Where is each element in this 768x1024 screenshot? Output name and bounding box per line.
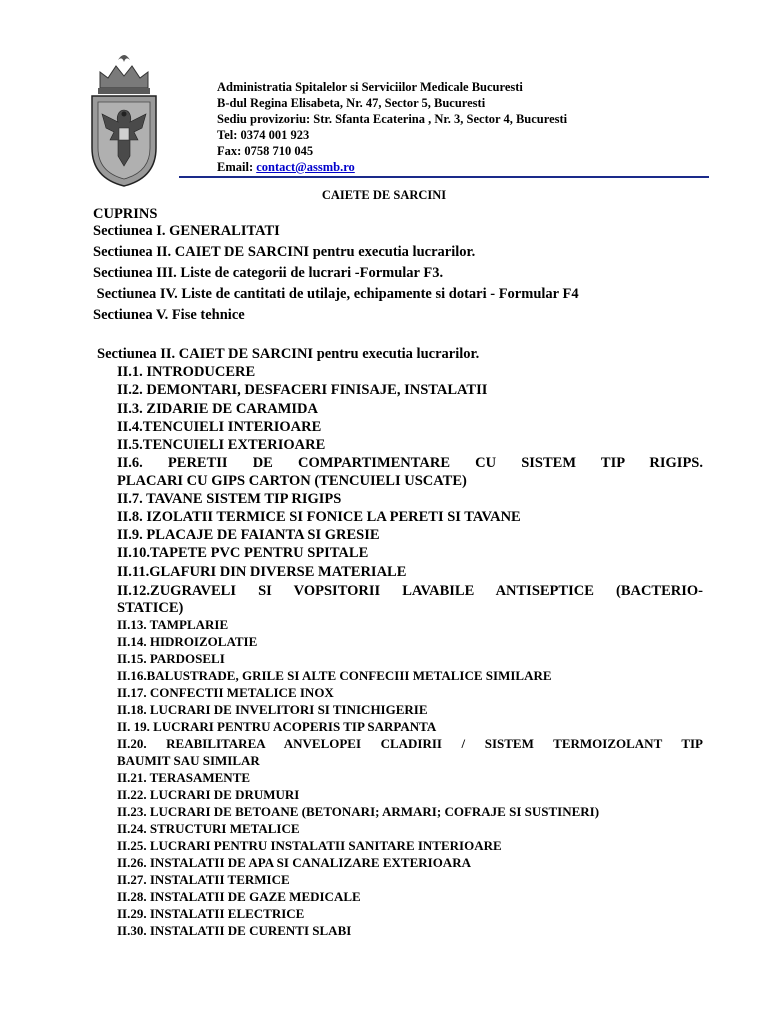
list-item: II.27. INSTALATII TERMICE bbox=[117, 872, 290, 887]
list-item: II.16.BALUSTRADE, GRILE SI ALTE CONFECIII METALICE SIMILARE bbox=[117, 668, 552, 683]
list-item: II.10.TAPETE PVC PENTRU SPITALE bbox=[117, 545, 369, 561]
list-item: II.8. IZOLATII TERMICE SI FONICE LA PERETI SI TAVANE bbox=[117, 509, 521, 525]
list-item: II.4.TENCUIELI INTERIOARE bbox=[117, 419, 322, 435]
document-title: CAIETE DE SARCINI bbox=[321, 188, 447, 202]
header-divider bbox=[179, 176, 709, 178]
temporary-office: Sediu provizoriu: Str. Sfanta Ecaterina , Nr. 3, Sector 4, Bucuresti bbox=[217, 112, 568, 126]
list-item: II.20. REABILITAREA ANVELOPEI CLADIRII / SISTEM TERMOIZOLANT TIP bbox=[117, 736, 703, 751]
email-link[interactable]: contact@assmb.ro bbox=[256, 160, 355, 174]
list-item: II.13. TAMPLARIE bbox=[117, 617, 229, 632]
list-item: II.11.GLAFURI DIN DIVERSE MATERIALE bbox=[117, 564, 407, 580]
list-item: II.30. INSTALATII DE CURENTI SLABI bbox=[117, 923, 352, 938]
list-item: II.26. INSTALATII DE APA SI CANALIZARE EXTERIOARA bbox=[117, 855, 471, 870]
institution-address: B-dul Regina Elisabeta, Nr. 47, Sector 5, Bucuresti bbox=[217, 96, 486, 110]
list-item: II.29. INSTALATII ELECTRICE bbox=[117, 906, 305, 921]
list-item: II.17. CONFECTII METALICE INOX bbox=[117, 685, 334, 700]
list-item: II.28. INSTALATII DE GAZE MEDICALE bbox=[117, 889, 361, 904]
telephone: Tel: 0374 001 923 bbox=[217, 128, 310, 142]
toc-section: Sectiunea III. Liste de categorii de lucrari -Formular F3. bbox=[93, 265, 444, 281]
toc-section: Sectiunea I. GENERALITATI bbox=[93, 223, 280, 239]
bucharest-coat-of-arms-logo bbox=[88, 48, 160, 188]
list-item: II.25. LUCRARI PENTRU INSTALATII SANITARE INTERIOARE bbox=[117, 838, 502, 853]
list-item-continuation: PLACARI CU GIPS CARTON (TENCUIELI USCATE) bbox=[117, 473, 467, 489]
list-item: II.22. LUCRARI DE DRUMURI bbox=[117, 787, 300, 802]
list-item: II.3. ZIDARIE DE CARAMIDA bbox=[117, 401, 319, 417]
toc-heading: CUPRINS bbox=[93, 206, 158, 222]
list-item: II.21. TERASAMENTE bbox=[117, 770, 251, 785]
list-item: II.12.ZUGRAVELI SI VOPSITORII LAVABILE ANTISEPTICE (BACTERIO- bbox=[117, 583, 703, 599]
list-item: II.9. PLACAJE DE FAIANTA SI GRESIE bbox=[117, 527, 380, 543]
list-item: II.5.TENCUIELI EXTERIOARE bbox=[117, 437, 326, 453]
fax: Fax: 0758 710 045 bbox=[217, 144, 314, 158]
toc-section: Sectiunea IV. Liste de cantitati de utilaje, echipamente si dotari - Formular F4 bbox=[93, 286, 579, 302]
list-item-continuation: STATICE) bbox=[117, 600, 184, 616]
list-item: II.24. STRUCTURI METALICE bbox=[117, 821, 300, 836]
email-label: Email: bbox=[217, 160, 257, 174]
list-item: II. 19. LUCRARI PENTRU ACOPERIS TIP SARPANTA bbox=[117, 719, 437, 734]
list-item: II.6. PERETII DE COMPARTIMENTARE CU SISTEM TIP RIGIPS. bbox=[117, 455, 703, 471]
toc-section: Sectiunea V. Fise tehnice bbox=[93, 307, 245, 323]
email-line bbox=[217, 159, 567, 175]
letterhead bbox=[217, 79, 567, 175]
list-item: II.7. TAVANE SISTEM TIP RIGIPS bbox=[117, 491, 342, 507]
toc-section: Sectiunea II. CAIET DE SARCINI pentru executia lucrarilor. bbox=[93, 244, 476, 260]
list-item: II.23. LUCRARI DE BETOANE (BETONARI; ARMARI; COFRAJE SI SUSTINERI) bbox=[117, 804, 600, 819]
list-item-continuation: BAUMIT SAU SIMILAR bbox=[117, 753, 260, 768]
list-item: II.2. DEMONTARI, DESFACERI FINISAJE, INSTALATII bbox=[117, 382, 488, 398]
list-item: II.18. LUCRARI DE INVELITORI SI TINICHIGERIE bbox=[117, 702, 428, 717]
section-heading: Sectiunea II. CAIET DE SARCINI pentru executia lucrarilor. bbox=[97, 346, 480, 362]
institution-name: Administratia Spitalelor si Serviciilor Medicale Bucuresti bbox=[217, 80, 523, 94]
list-item: II.1. INTRODUCERE bbox=[117, 364, 256, 380]
list-item: II.14. HIDROIZOLATIE bbox=[117, 634, 258, 649]
list-item: II.15. PARDOSELI bbox=[117, 651, 225, 666]
